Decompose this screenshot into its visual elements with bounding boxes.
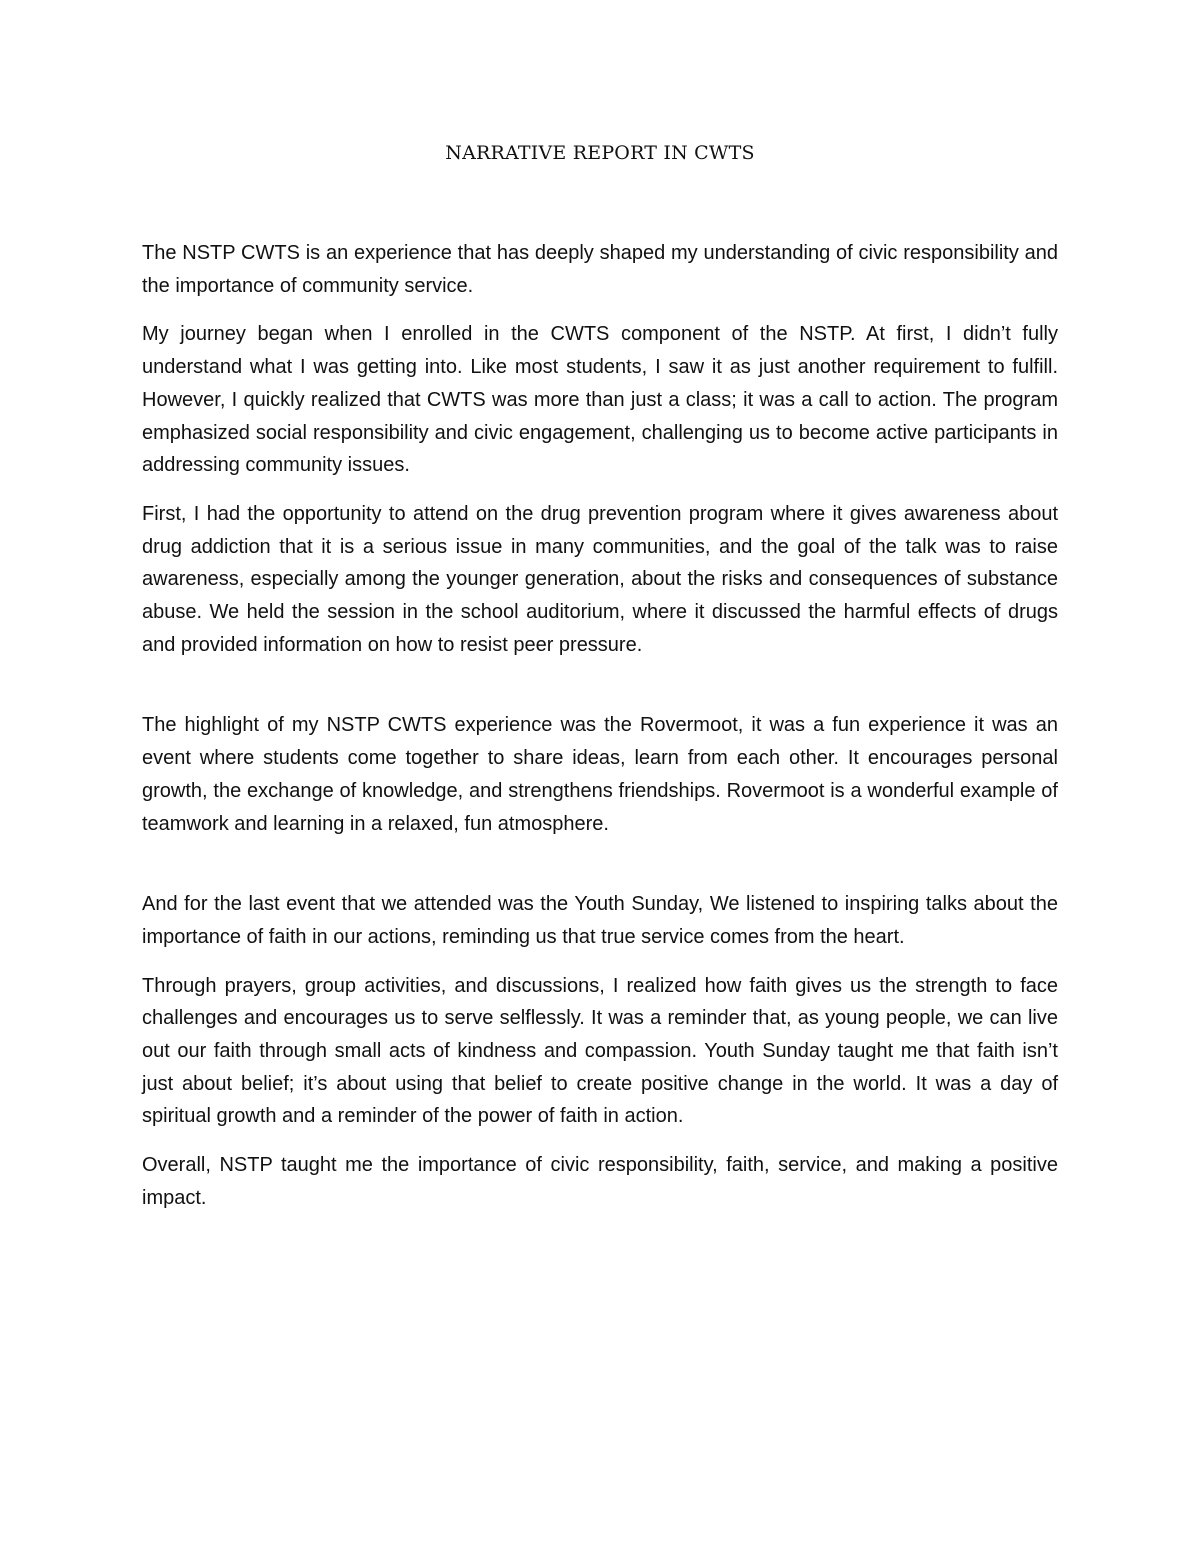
paragraph-youth-sunday: And for the last event that we attended was the Youth Sunday, We listened to inspiring talks about the importance of faith in our actions, reminding us that true service comes from the heart. [142, 893, 1058, 948]
paragraph-rovermoot: The highlight of my NSTP CWTS experience was the Rovermoot, it was a fun experience it was an event where students come together to share ideas, learn from each other. It encourages personal growth, the exchange of knowledge, and strengthens friendships. Rovermoot is a wonderful example of teamwork and learning in a relaxed, fun atmosphere. [142, 714, 1058, 835]
paragraph-intro: The NSTP CWTS is an experience that has deeply shaped my understanding of civic responsibility and the importance of community service. [142, 242, 1058, 297]
paragraph-drug-prevention: First, I had the opportunity to attend on the drug prevention program where it gives awareness about drug addiction that it is a serious issue in many communities, and the goal of the talk was to raise awareness, especially among the younger generation, about the risks and consequences of substance abuse. We held the session in the school auditorium, where it discussed the harmful effects of drugs and provided information on how to resist peer pressure. [142, 502, 1058, 656]
document-title: NARRATIVE REPORT IN CWTS [445, 142, 755, 164]
paragraph-conclusion: Overall, NSTP taught me the importance of civic responsibility, faith, service, and making a positive impact. [142, 1154, 1058, 1209]
paragraph-faith-reflection: Through prayers, group activities, and discussions, I realized how faith gives us the strength to face challenges and encourages us to serve selflessly. It was a reminder that, as young people, we can live out our faith through small acts of kindness and compassion. Youth Sunday taught me that faith isn’t just about belief; it’s about using that belief to create positive change in the world. It was a day of spiritual growth and a reminder of the power of faith in action. [142, 974, 1058, 1128]
paragraph-journey: My journey began when I enrolled in the CWTS component of the NSTP. At first, I didn’t fully understand what I was getting into. Like most students, I saw it as just another requirement to fulfill. However, I quickly realized that CWTS was more than just a class; it was a call to action. The program emphasized social responsibility and civic engagement, challenging us to become active participants in addressing community issues. [142, 323, 1058, 477]
document-body [142, 237, 1058, 1231]
